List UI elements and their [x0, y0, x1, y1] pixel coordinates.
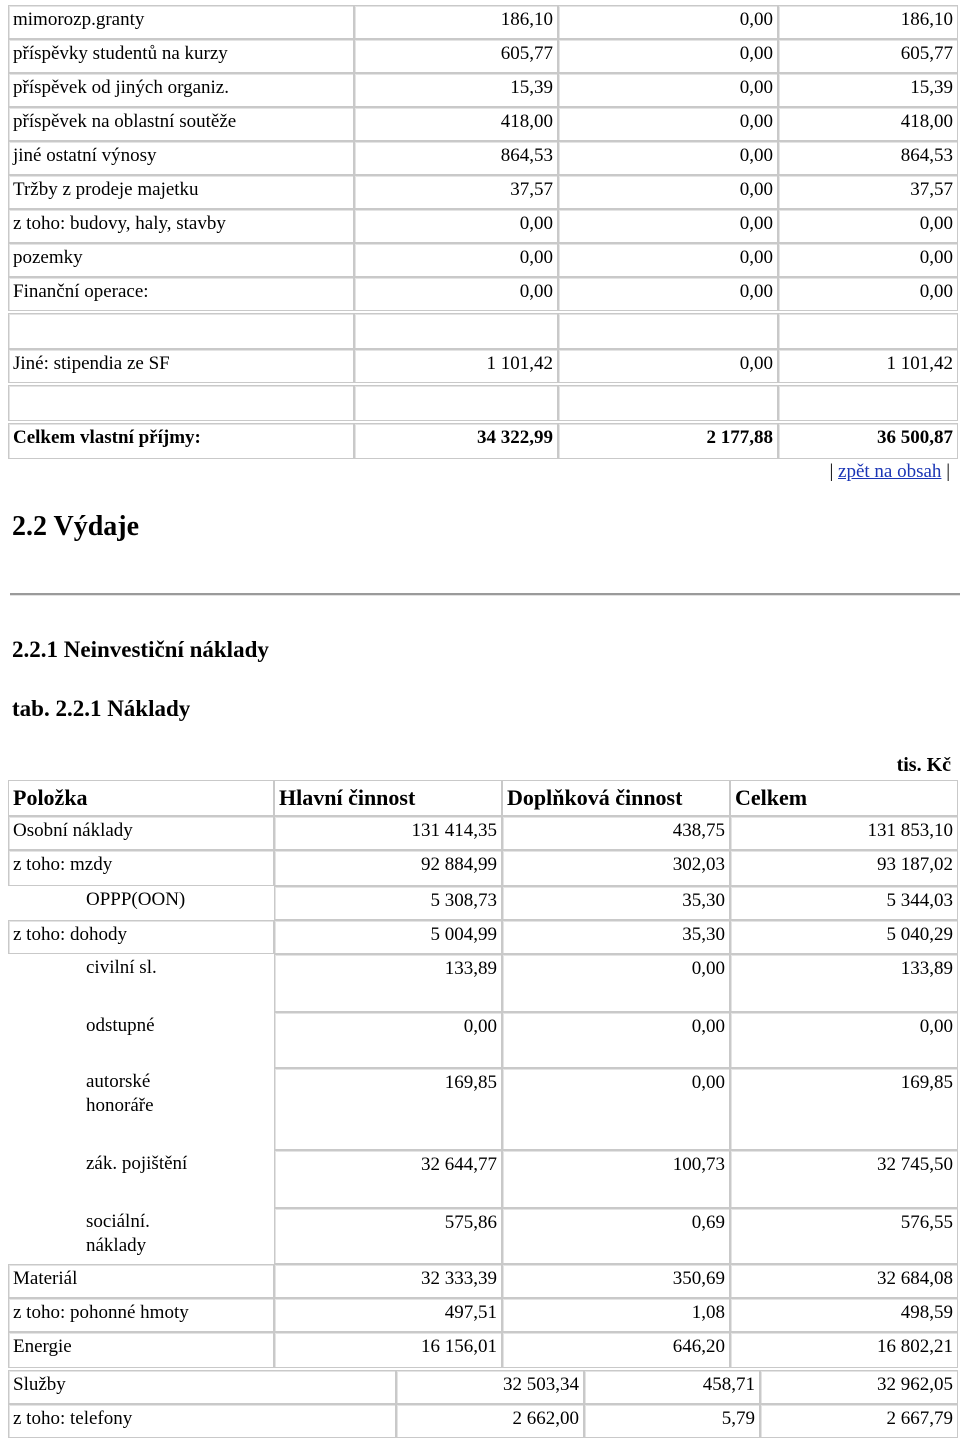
cost-row-main: 5 004,99: [274, 920, 502, 954]
cost-row-secondary: 100,73: [502, 1150, 730, 1208]
empty-cell: [778, 385, 958, 421]
header-total: Celkem: [730, 780, 958, 816]
income-row-total: 0,00: [778, 277, 958, 311]
income-row-total: 37,57: [778, 175, 958, 209]
cost-row-main: 32 644,77: [274, 1150, 502, 1208]
income-row-secondary: 0,00: [558, 243, 778, 277]
income-row-main: 1 101,42: [354, 349, 558, 383]
income-row-label: Finanční operace:: [8, 277, 354, 311]
income-row-main: 605,77: [354, 39, 558, 73]
cost-row-total: 32 962,05: [760, 1370, 958, 1404]
cost-row-label: civilní sl.: [86, 957, 157, 978]
cost-row-main: 16 156,01: [274, 1332, 502, 1368]
income-row-main: 864,53: [354, 141, 558, 175]
cost-row-main: 169,85: [274, 1068, 502, 1150]
cost-row-secondary: 458,71: [584, 1370, 760, 1404]
income-total-secondary: 2 177,88: [558, 423, 778, 459]
cost-row-secondary: 5,79: [584, 1404, 760, 1438]
cost-row-label: zák. pojištění: [86, 1153, 188, 1174]
cost-row-label: Energie: [8, 1332, 274, 1368]
income-row-main: 186,10: [354, 5, 558, 39]
income-row-total: 605,77: [778, 39, 958, 73]
cost-row-total: 0,00: [730, 1012, 958, 1068]
cost-row-main: 133,89: [274, 954, 502, 1012]
cost-row-total: 169,85: [730, 1068, 958, 1150]
income-row-main: 418,00: [354, 107, 558, 141]
empty-cell: [558, 313, 778, 349]
income-row-secondary: 0,00: [558, 277, 778, 311]
cost-row-main: 575,86: [274, 1208, 502, 1264]
cost-row-label: z toho: mzdy: [8, 850, 274, 886]
cost-row-secondary: 0,00: [502, 1012, 730, 1068]
cost-row-main: 32 503,34: [396, 1370, 584, 1404]
cost-row-label: autorské honoráře: [86, 1071, 154, 1116]
income-row-label: příspěvky studentů na kurzy: [8, 39, 354, 73]
cost-row-secondary: 350,69: [502, 1264, 730, 1298]
cost-row-label: z toho: dohody: [8, 920, 274, 954]
income-row-main: 0,00: [354, 277, 558, 311]
cost-row-total: 131 853,10: [730, 816, 958, 850]
empty-cell: [8, 385, 354, 421]
cost-row-total: 2 667,79: [760, 1404, 958, 1438]
cost-row-label: z toho: pohonné hmoty: [8, 1298, 274, 1332]
cost-row-secondary: 302,03: [502, 850, 730, 886]
nav-separator-left: |: [829, 461, 834, 482]
income-row-label: mimorozp.granty: [8, 5, 354, 39]
income-total-total: 36 500,87: [778, 423, 958, 459]
cost-row-label: Materiál: [8, 1264, 274, 1298]
horizontal-divider: [10, 593, 960, 596]
cost-row-label: odstupné: [86, 1015, 155, 1036]
income-total-label: Celkem vlastní příjmy:: [8, 423, 354, 459]
cost-row-label: z toho: telefony: [8, 1404, 396, 1438]
cost-row-total: 133,89: [730, 954, 958, 1012]
income-row-total: 0,00: [778, 243, 958, 277]
cost-row-secondary: 35,30: [502, 920, 730, 954]
unit-label: tis. Kč: [896, 754, 951, 776]
cost-row-secondary: 1,08: [502, 1298, 730, 1332]
cost-row-main: 92 884,99: [274, 850, 502, 886]
income-row-total: 864,53: [778, 141, 958, 175]
income-row-secondary: 0,00: [558, 175, 778, 209]
income-row-main: 0,00: [354, 209, 558, 243]
empty-cell: [354, 313, 558, 349]
cost-row-main: 0,00: [274, 1012, 502, 1068]
income-row-label: jiné ostatní výnosy: [8, 141, 354, 175]
back-to-contents-link[interactable]: zpět na obsah: [838, 461, 942, 482]
subsection-heading: 2.2.1 Neinvestiční náklady: [12, 637, 269, 662]
income-row-label: Tržby z prodeje majetku: [8, 175, 354, 209]
empty-cell: [354, 385, 558, 421]
income-row-label: příspěvek na oblastní soutěže: [8, 107, 354, 141]
income-row-secondary: 0,00: [558, 349, 778, 383]
income-row-secondary: 0,00: [558, 5, 778, 39]
cost-row-secondary: 646,20: [502, 1332, 730, 1368]
income-row-label: Jiné: stipendia ze SF: [8, 349, 354, 383]
income-row-total: 15,39: [778, 73, 958, 107]
income-row-total: 418,00: [778, 107, 958, 141]
cost-row-total: 498,59: [730, 1298, 958, 1332]
income-row-main: 15,39: [354, 73, 558, 107]
empty-cell: [8, 313, 354, 349]
income-row-main: 37,57: [354, 175, 558, 209]
income-row-main: 0,00: [354, 243, 558, 277]
cost-row-label: Osobní náklady: [8, 816, 274, 850]
income-total-main: 34 322,99: [354, 423, 558, 459]
income-row-secondary: 0,00: [558, 209, 778, 243]
cost-row-total: 93 187,02: [730, 850, 958, 886]
cost-row-main: 5 308,73: [274, 886, 502, 920]
cost-row-main: 32 333,39: [274, 1264, 502, 1298]
cost-row-total: 32 745,50: [730, 1150, 958, 1208]
income-row-secondary: 0,00: [558, 73, 778, 107]
cost-row-total: 32 684,08: [730, 1264, 958, 1298]
income-row-total: 1 101,42: [778, 349, 958, 383]
section-heading: 2.2 Výdaje: [12, 511, 140, 542]
header-main: Hlavní činnost: [274, 780, 502, 816]
income-row-label: pozemky: [8, 243, 354, 277]
cost-row-label: OPPP(OON): [86, 889, 186, 910]
income-row-total: 186,10: [778, 5, 958, 39]
income-row-secondary: 0,00: [558, 141, 778, 175]
cost-row-total: 576,55: [730, 1208, 958, 1264]
table-caption: tab. 2.2.1 Náklady: [12, 696, 191, 721]
nav-separator-right: |: [946, 461, 950, 482]
cost-row-main: 497,51: [274, 1298, 502, 1332]
back-nav: [829, 461, 950, 483]
cost-row-main: 2 662,00: [396, 1404, 584, 1438]
empty-cell: [558, 385, 778, 421]
cost-row-secondary: 0,00: [502, 954, 730, 1012]
empty-cell: [778, 313, 958, 349]
cost-row-secondary: 0,00: [502, 1068, 730, 1150]
income-row-label: z toho: budovy, haly, stavby: [8, 209, 354, 243]
header-item: Položka: [8, 780, 274, 816]
cost-row-label: sociální. náklady: [86, 1211, 150, 1256]
cost-row-total: 16 802,21: [730, 1332, 958, 1368]
cost-row-secondary: 35,30: [502, 886, 730, 920]
income-row-secondary: 0,00: [558, 107, 778, 141]
cost-row-total: 5 040,29: [730, 920, 958, 954]
cost-row-total: 5 344,03: [730, 886, 958, 920]
income-row-total: 0,00: [778, 209, 958, 243]
cost-row-main: 131 414,35: [274, 816, 502, 850]
cost-row-secondary: 438,75: [502, 816, 730, 850]
cost-row-secondary: 0,69: [502, 1208, 730, 1264]
cost-row-label: Služby: [8, 1370, 396, 1404]
income-row-secondary: 0,00: [558, 39, 778, 73]
income-row-label: příspěvek od jiných organiz.: [8, 73, 354, 107]
header-secondary: Doplňková činnost: [502, 780, 730, 816]
